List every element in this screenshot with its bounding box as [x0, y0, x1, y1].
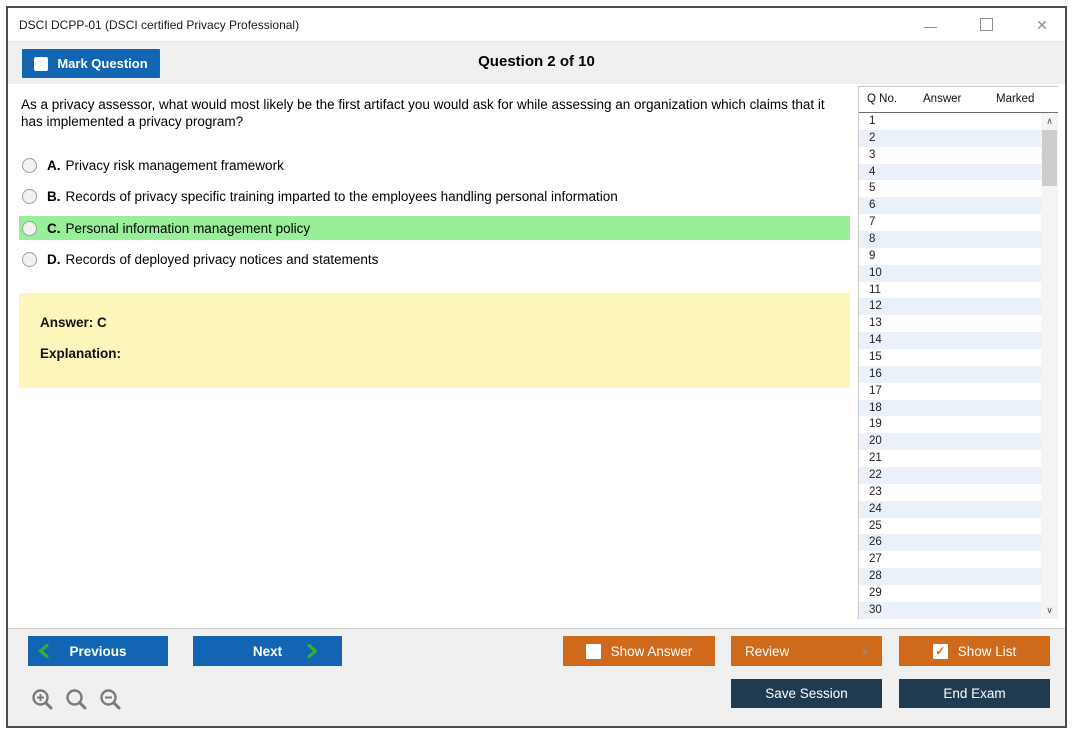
next-label: Next	[252, 643, 283, 659]
show-answer-checkbox[interactable]	[586, 644, 601, 659]
option-text: Records of deployed privacy notices and statements	[65, 252, 379, 267]
chevron-right-icon	[307, 644, 318, 658]
question-list-row[interactable]: 25	[859, 518, 1041, 535]
question-list-row[interactable]: 3	[859, 147, 1041, 164]
end-exam-button[interactable]	[899, 679, 1050, 708]
question-list-row[interactable]: 8	[859, 231, 1041, 248]
option-text: Personal information management policy	[65, 220, 311, 236]
previous-button[interactable]	[28, 636, 168, 666]
option-letter: D.	[47, 252, 61, 267]
review-label: Review	[745, 643, 790, 659]
option-b[interactable]	[19, 185, 850, 209]
column-qno: Q No.	[867, 93, 898, 105]
option-c-radio[interactable]	[22, 221, 37, 236]
option-a[interactable]	[19, 153, 850, 177]
minimize-icon	[924, 27, 937, 28]
question-list	[859, 113, 1058, 619]
show-list-checkbox[interactable]	[933, 644, 948, 659]
scroll-down-icon[interactable]: ∨	[1046, 605, 1053, 615]
show-answer-button[interactable]	[563, 636, 715, 666]
question-list-row[interactable]: 12	[859, 298, 1041, 315]
question-list-row[interactable]: 6	[859, 197, 1041, 214]
question-list-row[interactable]: 20	[859, 433, 1041, 450]
question-list-row[interactable]: 30	[859, 602, 1041, 619]
answer-label: Answer: C	[40, 315, 107, 330]
answer-explanation-box	[19, 293, 850, 388]
footer-bar	[8, 628, 1065, 726]
end-exam-label: End Exam	[943, 686, 1006, 701]
option-c[interactable]	[19, 216, 850, 240]
show-list-label: Show List	[957, 643, 1017, 659]
column-answer: Answer	[923, 93, 962, 105]
title-bar	[8, 8, 1065, 41]
question-list-row[interactable]: 24	[859, 501, 1041, 518]
show-list-button[interactable]	[899, 636, 1050, 666]
question-list-row[interactable]: 22	[859, 467, 1041, 484]
option-b-radio[interactable]	[22, 189, 37, 204]
option-d[interactable]	[19, 248, 850, 272]
question-text: As a privacy assessor, what would most likely be the first artifact you would ask for while assessing an organization which claims that it has implemented a privacy program?	[21, 97, 825, 129]
option-letter: A.	[47, 157, 61, 173]
zoom-toolbar	[30, 687, 123, 712]
question-list-rows	[859, 113, 1041, 619]
minimize-button[interactable]	[923, 18, 937, 32]
question-list-row[interactable]: 1	[859, 113, 1041, 130]
save-session-button[interactable]	[731, 679, 882, 708]
scrollbar-thumb[interactable]	[1042, 130, 1057, 186]
window-controls	[923, 8, 1049, 41]
question-list-row[interactable]: 7	[859, 214, 1041, 231]
question-list-row[interactable]: 14	[859, 332, 1041, 349]
question-list-row[interactable]: 28	[859, 568, 1041, 585]
header-bar	[8, 41, 1065, 84]
question-list-row[interactable]: 17	[859, 383, 1041, 400]
question-list-row[interactable]: 18	[859, 400, 1041, 417]
question-list-row[interactable]: 9	[859, 248, 1041, 265]
question-list-row[interactable]: 5	[859, 180, 1041, 197]
zoom-reset-icon[interactable]	[64, 687, 89, 712]
maximize-icon	[980, 18, 993, 31]
question-list-row[interactable]: 27	[859, 551, 1041, 568]
question-list-row[interactable]: 15	[859, 349, 1041, 366]
app-window	[6, 6, 1067, 728]
explanation-label: Explanation:	[40, 346, 122, 361]
question-list-row[interactable]: 26	[859, 534, 1041, 551]
content-area	[8, 84, 1065, 628]
question-counter: Question 2 of 10	[478, 53, 595, 70]
column-marked: Marked	[996, 93, 1035, 105]
mark-question-label: Mark Question	[57, 56, 148, 71]
scroll-up-icon[interactable]: ∧	[1046, 116, 1053, 126]
option-letter: B.	[47, 189, 61, 204]
next-button[interactable]	[193, 636, 342, 666]
save-session-label: Save Session	[765, 686, 848, 701]
option-letter: C.	[47, 220, 61, 236]
question-list-row[interactable]: 4	[859, 164, 1041, 181]
close-icon: ✕	[1036, 16, 1048, 33]
zoom-out-icon[interactable]	[98, 687, 123, 712]
options-list	[19, 153, 850, 279]
dropdown-up-icon: ▲	[860, 646, 870, 657]
question-list-row[interactable]: 29	[859, 585, 1041, 602]
question-list-header	[859, 87, 1058, 113]
question-list-scrollbar[interactable]	[1041, 113, 1058, 619]
window-title: DSCI DCPP-01 (DSCI certified Privacy Professional)	[19, 17, 300, 32]
check-icon: ✓	[935, 644, 946, 658]
option-text: Records of privacy specific training imparted to the employees handling personal information	[65, 189, 618, 204]
review-button[interactable]	[731, 636, 882, 666]
option-d-radio[interactable]	[22, 252, 37, 267]
option-a-radio[interactable]	[22, 158, 37, 173]
question-list-row[interactable]: 21	[859, 450, 1041, 467]
question-list-row[interactable]: 16	[859, 366, 1041, 383]
maximize-button[interactable]	[979, 18, 993, 32]
previous-label: Previous	[69, 643, 127, 659]
question-list-row[interactable]: 13	[859, 315, 1041, 332]
chevron-left-icon	[38, 644, 49, 658]
question-list-row[interactable]: 19	[859, 416, 1041, 433]
option-text: Privacy risk management framework	[65, 157, 284, 173]
close-button[interactable]	[1035, 18, 1049, 32]
show-answer-label: Show Answer	[610, 643, 693, 659]
question-list-row[interactable]: 23	[859, 484, 1041, 501]
question-list-row[interactable]: 2	[859, 130, 1041, 147]
zoom-in-icon[interactable]	[30, 687, 55, 712]
question-list-panel	[858, 86, 1058, 619]
question-list-row[interactable]: 10	[859, 265, 1041, 282]
question-list-row[interactable]: 11	[859, 282, 1041, 299]
